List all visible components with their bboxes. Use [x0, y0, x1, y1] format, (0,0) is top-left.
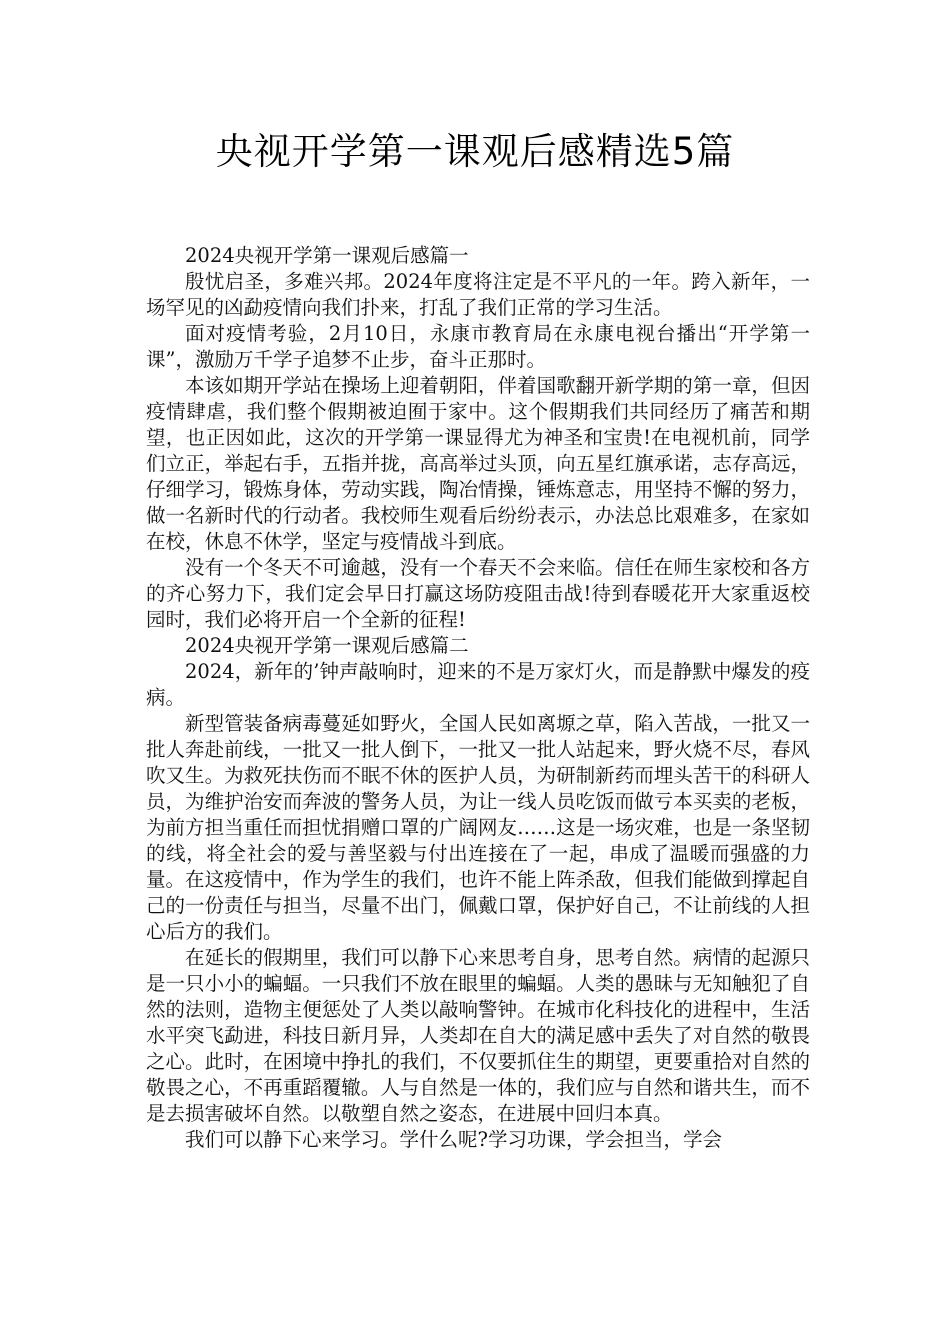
document-body [146, 243, 810, 1153]
paragraph: 没有一个冬天不可逾越，没有一个春天不会来临。信任在师生家校和各方的齐心努力下，我们定会早日打赢这场防疫阻击战!待到春暖花开大家重返校园时，我们必将开启一个全新的征程! [146, 556, 810, 631]
paragraph: 面对疫情考验，2月10日，永康市教育局在永康电视台播出“开学第一课”，激励万千学子追梦不止步，奋斗正那时。 [146, 322, 810, 371]
section-heading-2: 2024央视开学第一课观后感篇二 [185, 634, 469, 657]
paragraph: 我们可以静下心来学习。学什么呢?学习功课，学会担当，学会 [185, 1128, 722, 1151]
paragraph: 殷忧启圣，多难兴邦。2024年度将注定是不平凡的一年。跨入新年，一场罕见的凶勐疫情向我们扑来，打乱了我们正常的学习生活。 [146, 270, 810, 319]
paragraph: 2024，新年的’钟声敲响时，迎来的不是万家灯火，而是静默中爆发的疫病。 [146, 660, 810, 709]
section-heading-1: 2024央视开学第一课观后感篇一 [185, 244, 469, 267]
paragraph: 新型管装备病毒蔓延如野火，全国人民如离塬之草，陷入苦战，一批又一批人奔赴前线，一批又一批人倒下，一批又一批人站起来，野火烧不尽，春风吹又生。为救死扶伤而不眠不休的医护人员，为研制新药而埋头苦干的科研人员，为维护治安而奔波的警务人员，为让一线人员吃饭而做亏本买卖的老板，为前方担当重任而担忧捐赠口罩的广阔网友……这是一场灾难，也是一条坚韧的线，将全社会的爱与善坚毅与付出连接在了一起，串成了温暖而强盛的力量。在这疫情中，作为学生的我们，也许不能上阵杀敌，但我们能做到撑起自己的一份责任与担当，尽量不出门，佩戴口罩，保护好自己，不让前线的人担心后方的我们。 [146, 712, 810, 943]
paragraph: 在延长的假期里，我们可以静下心来思考自身，思考自然。病情的起源只是一只小小的蝙蝠。一只我们不放在眼里的蝙蝠。人类的愚昧与无知触犯了自然的法则，造物主便惩处了人类以敲响警钟。在城市化科技化的进程中，生活水平突飞勐进，科技日新月异，人类却在自大的满足感中丢失了对自然的敬畏之心。此时，在困境中挣扎的我们，不仅要抓住生的期望，更要重拾对自然的敬畏之心，不再重蹈覆辙。人与自然是一体的，我们应与自然和谐共生，而不是去损害破坏自然。以敬塑自然之姿态，在进展中回归本真。 [146, 946, 810, 1125]
document-title: 央视开学第一课观后感精选5篇 [215, 130, 735, 173]
paragraph: 本该如期开学站在操场上迎着朝阳，伴着国歌翻开新学期的第一章，但因疫情肆虐，我们整个假期被迫囿于家中。这个假期我们共同经历了痛苦和期望，也正因如此，这次的开学第一课显得尤为神圣和宝贵!在电视机前，同学们立正，举起右手，五指并拢，高高举过头顶，向五星红旗承诺，志存高远，仔细学习，锻炼身体，劳动实践，陶冶情操，锤炼意志，用坚持不懈的努力，做一名新时代的行动者。我校师生观看后纷纷表示，办法总比艰难多，在家如在校，休息不休学，坚定与疫情战斗到底。 [146, 374, 810, 553]
